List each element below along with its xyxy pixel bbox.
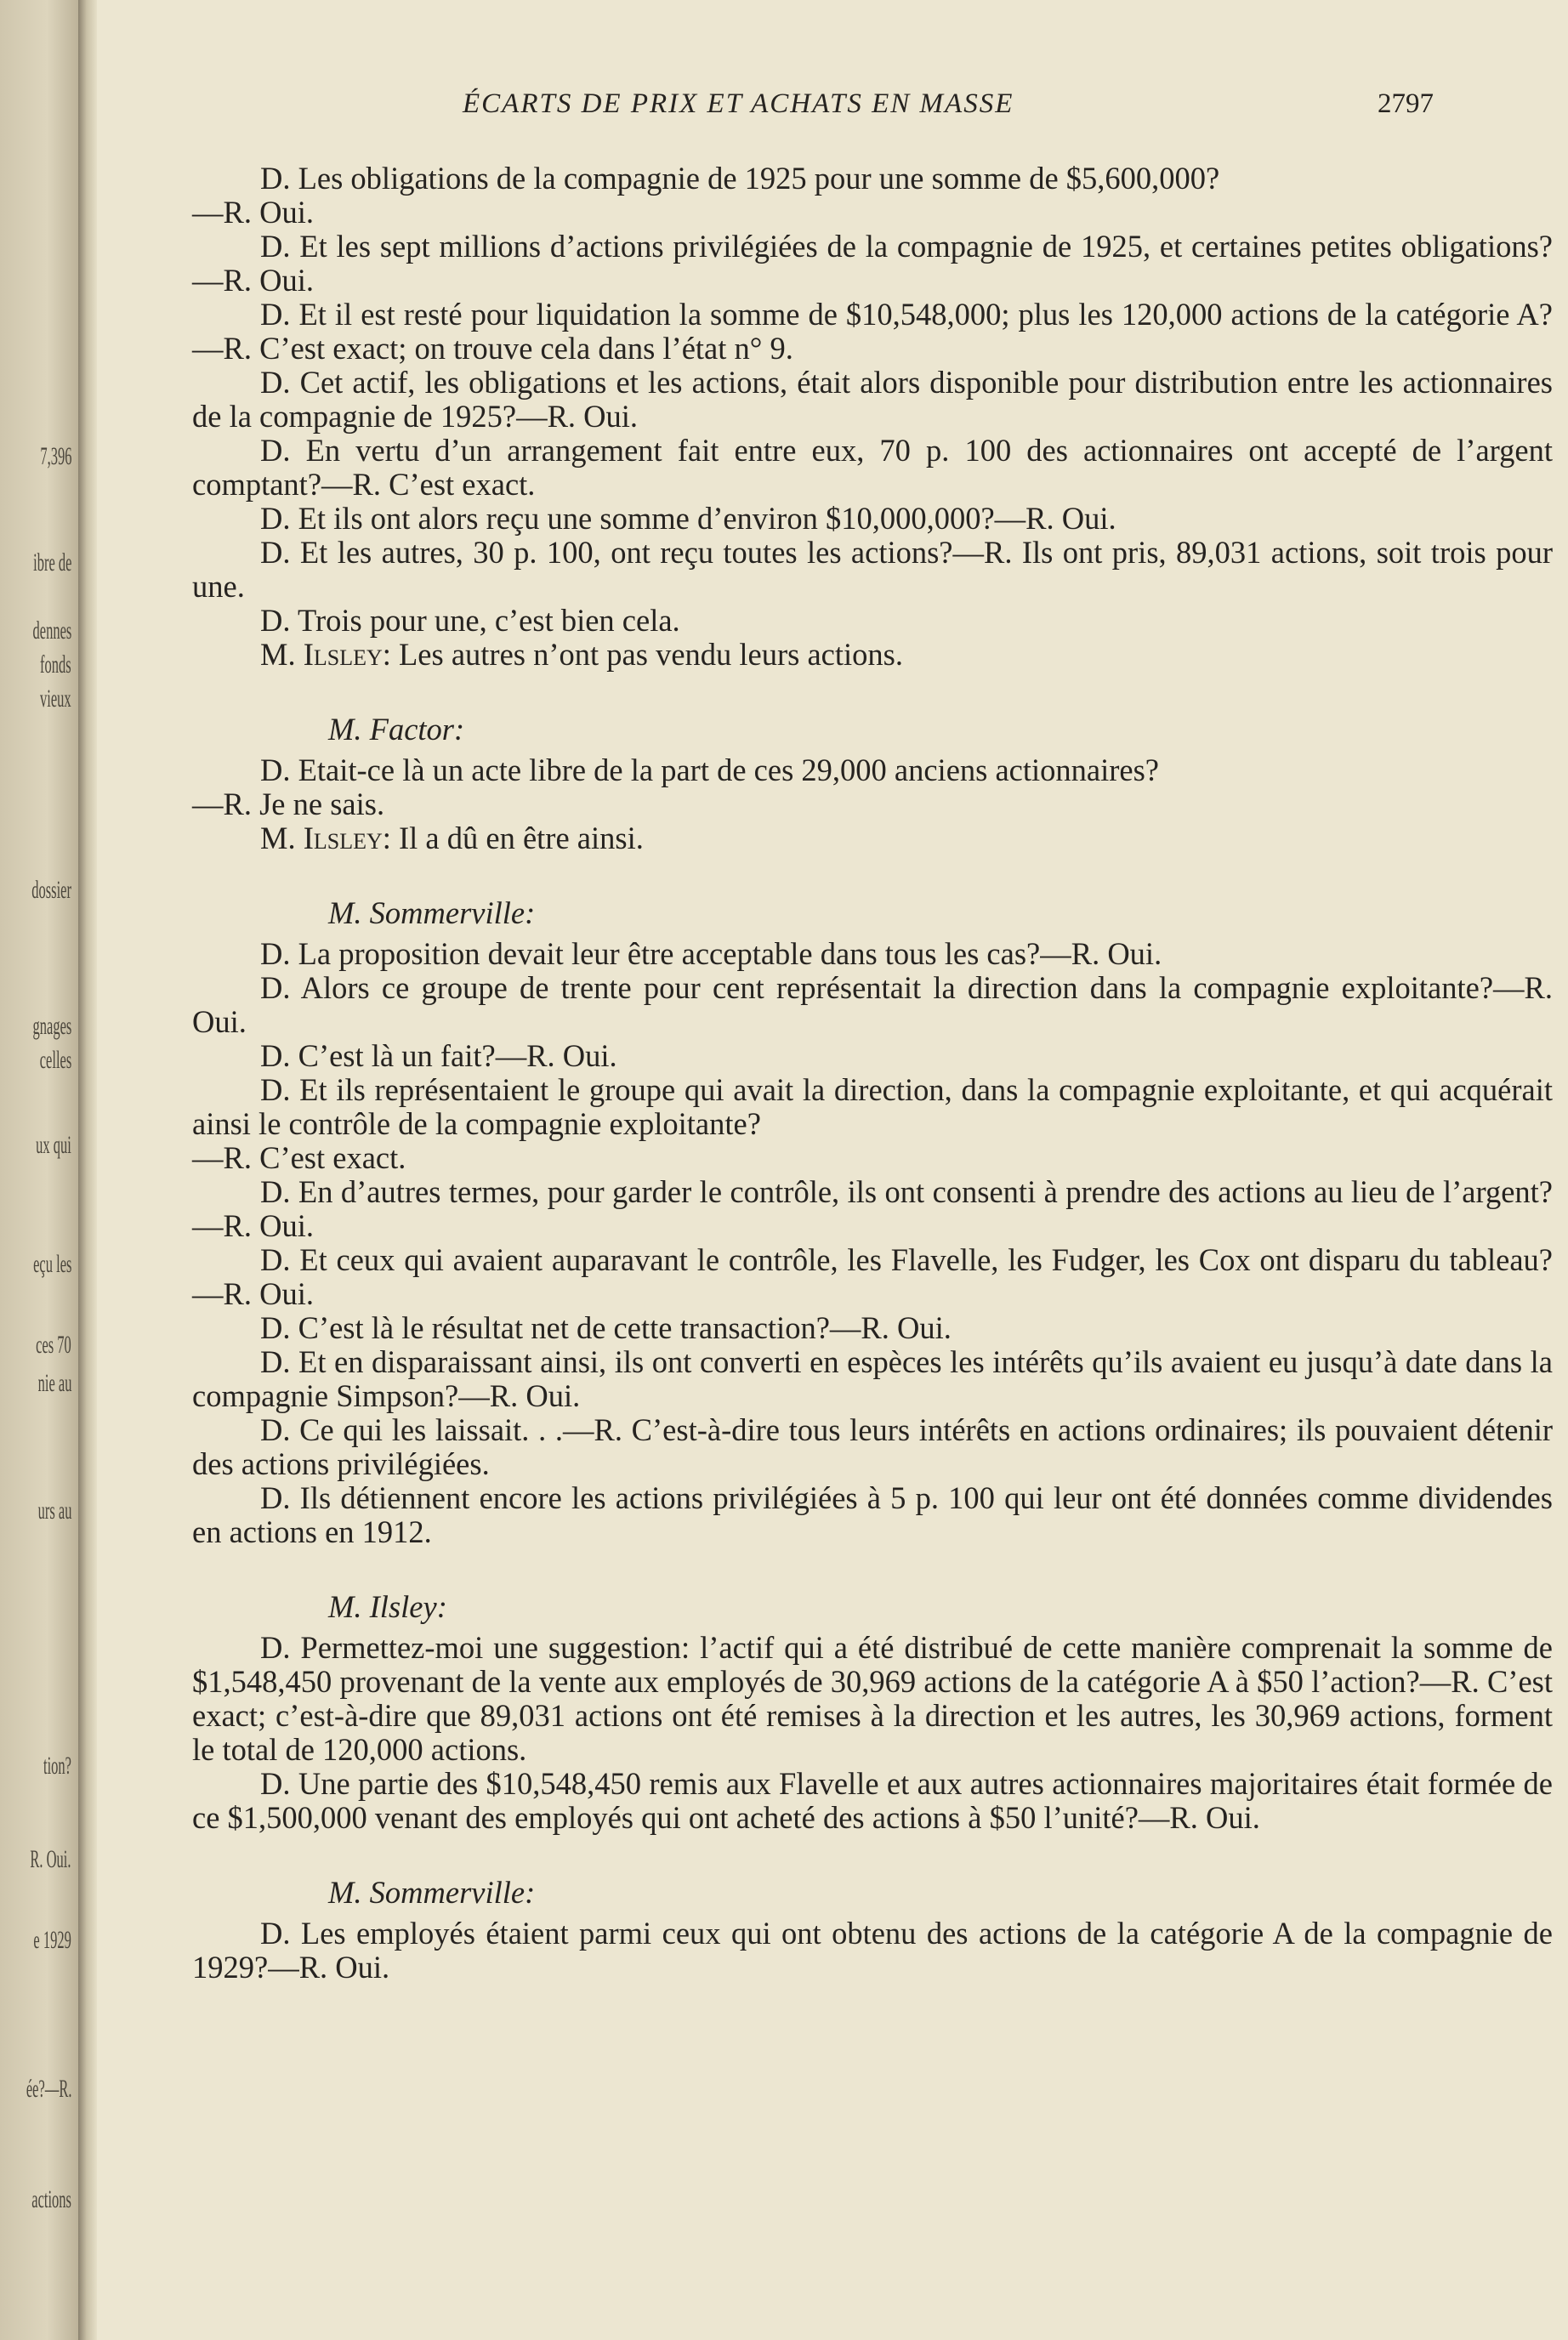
paragraph: D. Les employés étaient parmi ceux qui ont obtenu des actions de la catégorie A de la compagnie de 1929?—R. Oui. — [192, 1916, 1553, 1985]
margin-fragment: R. Oui. — [30, 1845, 71, 1873]
paragraph: D. Cet actif, les obligations et les actions, était alors disponible pour distribution entre les actionnaires de la compagnie de 1925?—R. Oui. — [192, 365, 1553, 434]
paragraph: D. Et en disparaissant ainsi, ils ont converti en espèces les intérêts qu’ils avaient eu jusqu’à date dans la compagnie Simpson?—R. Oui. — [192, 1344, 1553, 1413]
margin-fragment: ces 70 — [36, 1331, 71, 1359]
document-page — [97, 0, 1568, 2340]
paragraph: D. Et ceux qui avaient auparavant le contrôle, les Flavelle, les Fudger, les Cox ont disparu du tableau?—R. Oui. — [192, 1242, 1553, 1311]
margin-fragment: ibre de — [32, 548, 71, 576]
document-body — [192, 162, 1553, 1985]
paragraph — [192, 821, 1553, 855]
paragraph: D. Une partie des $10,548,450 remis aux Flavelle et aux autres actionnaires majoritaires était formée de ce $1,500,000 venant des employés qui ont acheté des actions à $50 l’unité?—R. Oui. — [192, 1766, 1553, 1835]
paragraph: —R. Je ne sais. — [192, 787, 385, 821]
running-title: ÉCARTS DE PRIX ET ACHATS EN MASSE — [463, 88, 1014, 119]
margin-fragment: nie au — [37, 1369, 71, 1397]
margin-fragment: tion? — [43, 1752, 71, 1780]
book-gutter — [78, 0, 97, 2340]
paragraph: D. En vertu d’un arrangement fait entre eux, 70 p. 100 des actionnaires ont accepté de l’argent comptant?—R. C’est exact. — [192, 433, 1553, 502]
paragraph: D. Les obligations de la compagnie de 1925 pour une somme de $5,600,000? — [260, 161, 1220, 196]
paragraph: —R. C’est exact. — [192, 1140, 406, 1175]
paragraph: D. Ils détiennent encore les actions privilégiées à 5 p. 100 qui leur ont été données comme dividendes en actions en 1912. — [192, 1480, 1553, 1549]
margin-fragment: vieux — [40, 684, 71, 713]
speaker-heading: M. Sommerville: — [328, 895, 536, 930]
margin-fragment: e 1929 — [33, 1926, 71, 1954]
paragraph-text: : Il a dû en être ainsi. — [382, 821, 644, 855]
page-number: 2797 — [1378, 88, 1434, 119]
margin-fragment: dossier — [31, 876, 71, 904]
margin-fragment: urs au — [37, 1497, 71, 1525]
paragraph: D. Et ils ont alors reçu une somme d’environ $10,000,000?—R. Oui. — [260, 501, 1116, 536]
paragraph-text: : Les autres n’ont pas vendu leurs actions. — [382, 637, 903, 672]
page-header — [97, 88, 1568, 131]
paragraph: D. Et ils représentaient le groupe qui avait la direction, dans la compagnie exploitante, et qui acquérait ainsi le contrôle de la compagnie exploitante? — [192, 1072, 1553, 1141]
paragraph: D. C’est là un fait?—R. Oui. — [260, 1038, 617, 1073]
paragraph: D. Alors ce groupe de trente pour cent représentait la direction dans la compagnie exploitante?—R. Oui. — [192, 970, 1553, 1039]
paragraph: D. Etait-ce là un acte libre de la part de ces 29,000 anciens actionnaires? — [260, 753, 1160, 787]
margin-fragment: dennes — [32, 616, 71, 645]
paragraph: D. Et les autres, 30 p. 100, ont reçu toutes les actions?—R. Ils ont pris, 89,031 actions, soit trois pour une. — [192, 535, 1553, 604]
margin-fragment: gnages — [32, 1012, 71, 1040]
speaker-name: M. Ilsley — [260, 821, 383, 855]
speaker-heading: M. Factor: — [328, 712, 465, 747]
margin-fragment: eçu les — [32, 1250, 71, 1278]
paragraph: —R. Oui. — [192, 195, 314, 230]
paragraph — [192, 638, 1553, 672]
paragraph: D. La proposition devait leur être acceptable dans tous les cas?—R. Oui. — [260, 936, 1162, 971]
paragraph: D. Trois pour une, c’est bien cela. — [260, 603, 680, 638]
margin-fragment: ée?—R. — [26, 2075, 71, 2103]
paragraph: D. Permettez-moi une suggestion: l’actif qui a été distribué de cette manière comprenait la somme de $1,548,450 provenant de la vente aux employés de 30,969 actions de la catégorie A à $50 l’action?—R. C’est exact; c’est-à-dire que 89,031 actions ont été remises à la direction et les autres, les 30,969 actions, forment le total de 120,000 actions. — [192, 1630, 1553, 1767]
margin-fragment: fonds — [40, 650, 71, 679]
paragraph: D. Ce qui les laissait. . .—R. C’est-à-dire tous leurs intérêts en actions ordinaires; ils pouvaient détenir des actions privilégiées. — [192, 1412, 1553, 1481]
speaker-name: M. Ilsley — [260, 637, 383, 672]
paragraph: D. Et il est resté pour liquidation la somme de $10,548,000; plus les 120,000 actions de la catégorie A?—R. C’est exact; on trouve cela dans l’état n° 9. — [192, 297, 1553, 366]
paragraph: D. En d’autres termes, pour garder le contrôle, ils ont consenti à prendre des actions au lieu de l’argent?—R. Oui. — [192, 1174, 1553, 1243]
margin-fragment: ux qui — [36, 1131, 71, 1159]
margin-fragment: actions — [31, 2185, 71, 2213]
speaker-heading: M. Sommerville: — [328, 1875, 536, 1910]
paragraph: D. C’est là le résultat net de cette transaction?—R. Oui. — [260, 1310, 952, 1345]
facing-page-margin — [0, 0, 78, 2340]
paragraph: D. Et les sept millions d’actions privilégiées de la compagnie de 1925, et certaines petites obligations?—R. Oui. — [192, 229, 1553, 298]
speaker-heading: M. Ilsley: — [328, 1589, 447, 1624]
margin-fragment: 7,396 — [39, 442, 71, 470]
margin-fragment: celles — [39, 1046, 71, 1074]
